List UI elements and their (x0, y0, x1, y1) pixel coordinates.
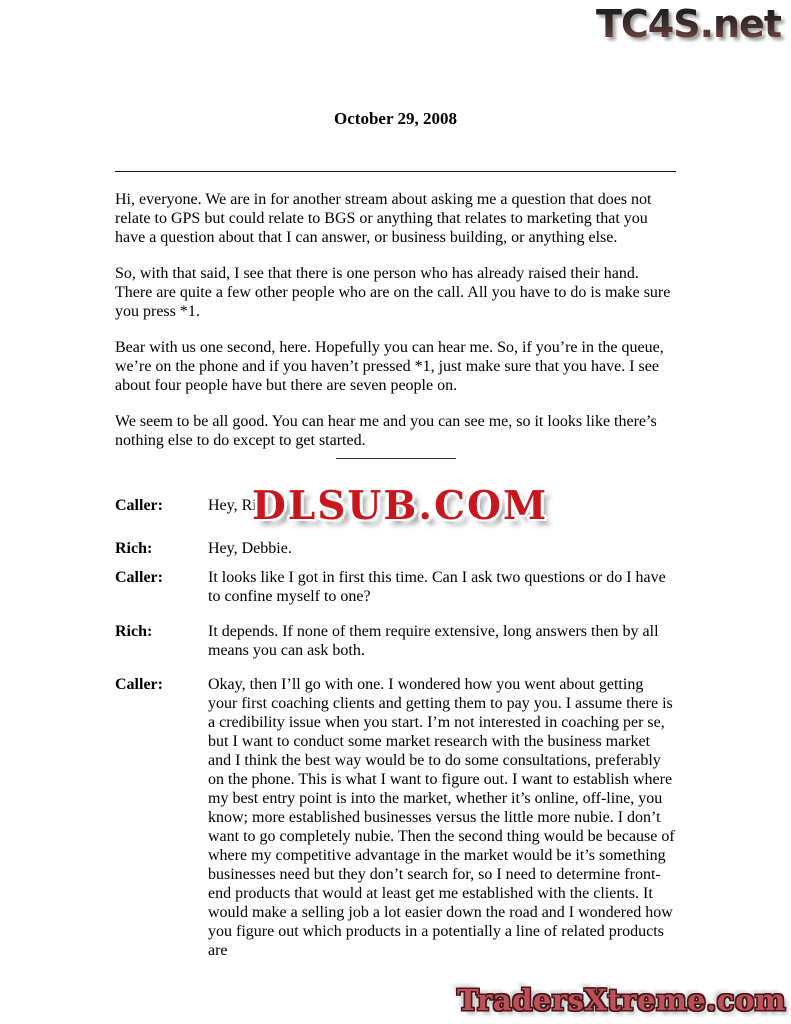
intro-paragraph: So, with that said, I see that there is one person who has already raised their hand. There are quite a few other people who are on the call. All you have to do is make sure you press *1. (115, 265, 671, 320)
tradersxtreme-logo: TradersXtreme.com (457, 983, 786, 1017)
dialogue-text: Okay, then I’ll go with one. I wondered how you went about getting your first coaching clients and getting them to pay you. I assume there is a credibility issue when you start. I’m not interested in coaching per se, but I want to conduct some market research with the business market and I think the best way would be to do some consultations, preferably on the phone. This is what I want to figure out. I want to establish where my best entry point is into the market, whether it’s online, off-line, you know; more established businesses versus the little more nubie. I don’t want to go completely nubie. Then the second thing would be because of where my competitive advantage in the market would be it’s something businesses need but they don’t search for, so I need to determine front-end products that would at least get me established with the clients. It would make a selling job a lot easier down the road and I wondered how you figure out which products in a potentially a line of related products are (208, 676, 675, 959)
speaker-label: Caller: (115, 569, 163, 586)
dialogue-text: It depends. If none of them require extensive, long answers then by all means you can ask both. (208, 623, 659, 659)
dlsub-watermark: DLSUB.COM (252, 483, 549, 529)
intro-section (115, 190, 676, 450)
dialogue-text: Hey, Debbie. (208, 540, 292, 557)
dialogue-entry (115, 622, 676, 660)
intro-paragraph: We seem to be all good. You can hear me and you can see me, so it looks like there’s nothing else to do except to get started. (115, 413, 657, 449)
section-divider (336, 458, 456, 459)
speaker-label: Caller: (115, 497, 163, 514)
dialogue-entry (115, 568, 676, 606)
intro-paragraph: Hi, everyone. We are in for another stream about asking me a question that does not relate to GPS but could relate to BGS or anything that relates to marketing that you have a question about that I can answer, or business building, or anything else. (115, 191, 652, 246)
dialogue-text: Hey, Ri (208, 497, 257, 514)
transcript-dialogue (115, 496, 676, 960)
speaker-label: Caller: (115, 676, 163, 693)
intro-paragraph: Bear with us one second, here. Hopefully you can hear me. So, if you’re in the queue, we’re on the phone and if you haven’t pressed *1, just make sure that you have. I see about four people have but there are seven people on. (115, 339, 664, 394)
dialogue-text: It looks like I got in first this time. Can I ask two questions or do I have to confine myself to one? (208, 569, 666, 605)
dialogue-entry (115, 539, 676, 558)
speaker-label: Rich: (115, 540, 153, 557)
speaker-label: Rich: (115, 623, 153, 640)
transcript-content (115, 0, 676, 960)
tc4s-logo: TC4S.net (595, 2, 781, 46)
header-divider (115, 171, 676, 172)
dialogue-entry (115, 675, 676, 960)
date-heading: October 29, 2008 (334, 109, 457, 128)
